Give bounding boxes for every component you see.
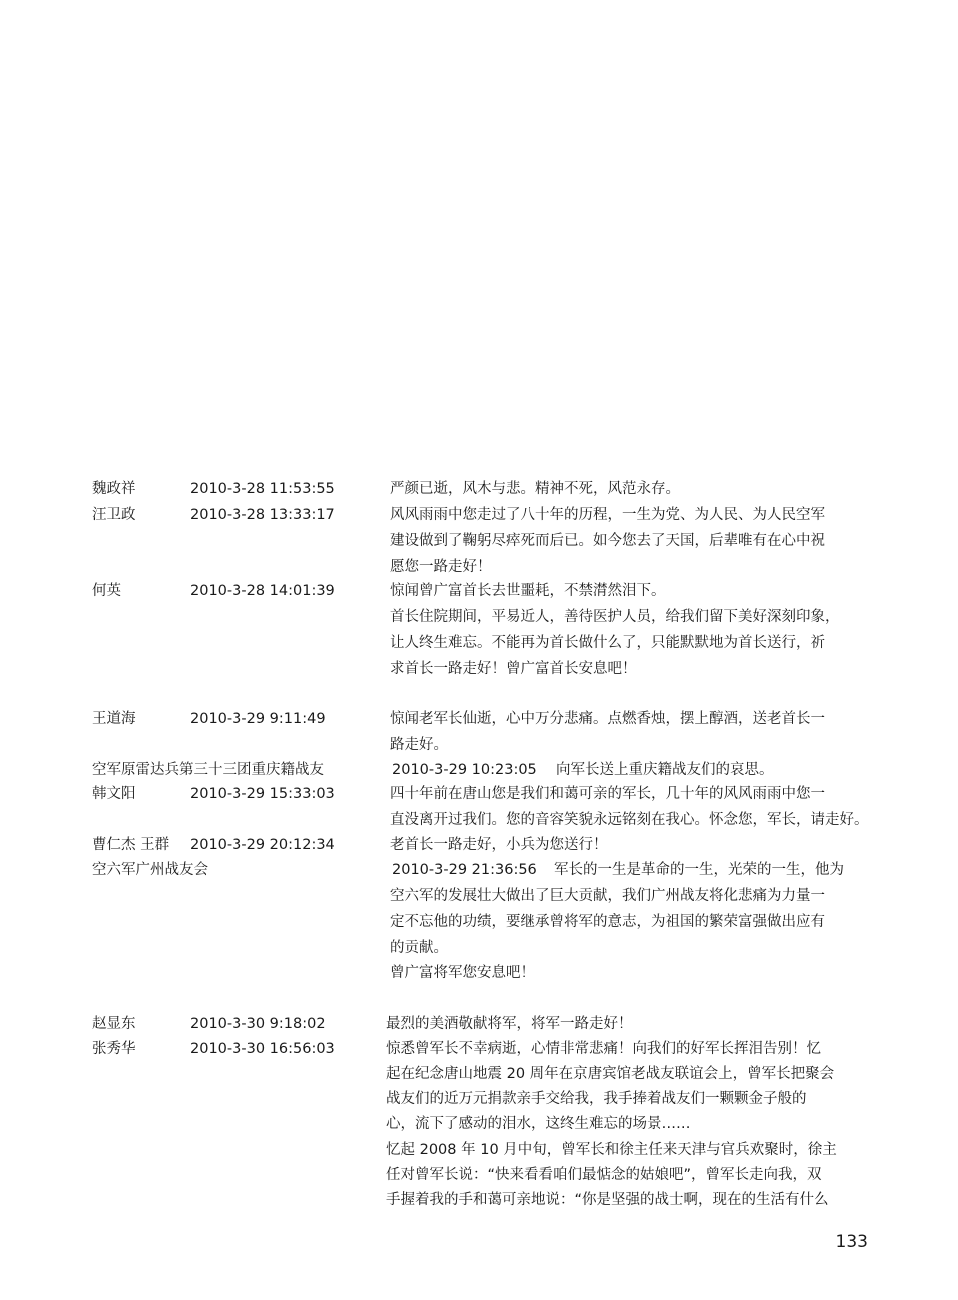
entry-message-line: 心，流下了感动的泪水，这终生难忘的场景…… [386,1116,691,1132]
entry-name: 魏政祥 [92,481,136,497]
entry-continuation [0,733,958,757]
entry-continuation [0,910,958,934]
entry-name: 空军原雷达兵第三十三团重庆籍战友 [92,762,324,778]
entry-message-line: 让人终生难忘。不能再为首长做什么了，只能默默地为首长送行，祈 [390,635,825,651]
entry-name: 张秀华 [92,1041,136,1057]
entry-message-line: 路走好。 [390,737,448,753]
entry-message-line: 最烈的美酒敬献将军，将军一路走好！ [386,1016,633,1032]
entry-name: 赵显东 [92,1016,136,1032]
entry-continuation [0,555,958,579]
entry-message-line: 直没离开过我们。您的音容笑貌永远铭刻在我心。怀念您，军长，请走好。 [390,812,869,828]
entry-message-line: 向军长送上重庆籍战友们的哀思。 [556,762,774,778]
entry-message-line: 任对曾军长说：“快来看看咱们最惦念的姑娘吧”，曾军长走向我，双 [386,1167,822,1183]
entry-message-line: 愿您一路走好！ [390,559,492,575]
entry-continuation [0,657,958,681]
entry-continuation [0,1087,958,1111]
entry-continuation [0,529,958,553]
entry-continuation [0,884,958,908]
entry-message-line: 军长的一生是革命的一生，光荣的一生，他为 [554,862,844,878]
entry-timestamp: 2010-3-29 10:23:05 [392,762,537,778]
entry-timestamp: 2010-3-29 15:33:03 [190,786,335,802]
entry-message-line: 建设做到了鞠躬尽瘁死而后已。如今您去了天国，后辈唯有在心中祝 [390,533,825,549]
entry-message-line: 惊闻老军长仙逝，心中万分悲痛。点燃香烛，摆上醇酒，送老首长一 [390,711,825,727]
page-number: 133 [835,1232,868,1252]
entry-continuation [0,1163,958,1187]
entry-continuation [0,605,958,629]
entry-continuation [0,808,958,832]
entry-name: 汪卫政 [92,507,136,523]
entry-message-line: 的贡献。 [390,940,448,956]
entry-message-line: 求首长一路走好！曾广富首长安息吧！ [390,661,637,677]
entry-message-line: 空六军的发展壮大做出了巨大贡献，我们广州战友将化悲痛为力量一 [390,888,825,904]
entry-message-line: 曾广富将军您安息吧！ [390,965,535,981]
entry-continuation [0,961,958,985]
entry-message-line: 风风雨雨中您走过了八十年的历程，一生为党、为人民、为人民空军 [390,507,825,523]
entry-continuation [0,1188,958,1212]
entry-message-line: 起在纪念唐山地震 20 周年在京唐宾馆老战友联谊会上，曾军长把聚会 [386,1066,835,1082]
entry-zhaoxiandong [0,1012,958,1036]
entry-continuation [0,1062,958,1086]
entry-message-line: 老首长一路走好，小兵为您送行！ [390,837,608,853]
entry-name: 韩文阳 [92,786,136,802]
entry-message-line: 四十年前在唐山您是我们和蔼可亲的军长，几十年的风风雨雨中您一 [390,786,825,802]
entry-timestamp: 2010-3-29 21:36:56 [392,862,537,878]
entry-wangweizheng [0,503,958,527]
entry-message-line: 手握着我的手和蔼可亲地说：“你是坚强的战士啊，现在的生活有什么 [386,1192,829,1208]
entry-wangdaohai [0,707,958,731]
entry-message-line: 严颜已逝，风木与悲。精神不死，风范永存。 [390,481,680,497]
entry-message-line: 定不忘他的功绩，要继承曾将军的意志，为祖国的繁荣富强做出应有 [390,914,825,930]
entry-continuation [0,1138,958,1162]
entry-name: 王道海 [92,711,136,727]
entry-message-line: 战友们的近万元捐款亲手交给我，我手捧着战友们一颗颗金子般的 [386,1091,807,1107]
entry-heying [0,579,958,603]
entry-timestamp: 2010-3-29 9:11:49 [190,711,326,727]
entry-timestamp: 2010-3-28 11:53:55 [190,481,335,497]
entry-continuation [0,1112,958,1136]
entry-name: 何英 [92,583,121,599]
entry-timestamp: 2010-3-28 14:01:39 [190,583,335,599]
entry-message-line: 首长住院期间，平易近人，善待医护人员，给我们留下美好深刻印象， [390,609,840,625]
entry-continuation [0,936,958,960]
entry-caorenjie-wangqun [0,833,958,857]
entry-kongliujun-guangzhou [0,858,958,882]
entry-timestamp: 2010-3-30 16:56:03 [190,1041,335,1057]
entry-weizhengxiang [0,477,958,501]
entry-hanwenyang [0,782,958,806]
entry-message-line: 忆起 2008 年 10 月中旬，曾军长和徐主任来天津与官兵欢聚时，徐主 [386,1142,837,1158]
entry-continuation [0,631,958,655]
entry-name: 曹仁杰 王群 [92,837,170,853]
entry-radar-33rd-chongqing [0,758,958,782]
entry-name: 空六军广州战友会 [92,862,208,878]
entry-timestamp: 2010-3-30 9:18:02 [190,1016,326,1032]
entry-timestamp: 2010-3-28 13:33:17 [190,507,335,523]
entry-message-line: 惊闻曾广富首长去世噩耗，不禁潸然泪下。 [390,583,666,599]
entry-zhangxiuhua [0,1037,958,1061]
entry-timestamp: 2010-3-29 20:12:34 [190,837,335,853]
entry-message-line: 惊悉曾军长不幸病逝，心情非常悲痛！向我们的好军长挥泪告别！忆 [386,1041,821,1057]
